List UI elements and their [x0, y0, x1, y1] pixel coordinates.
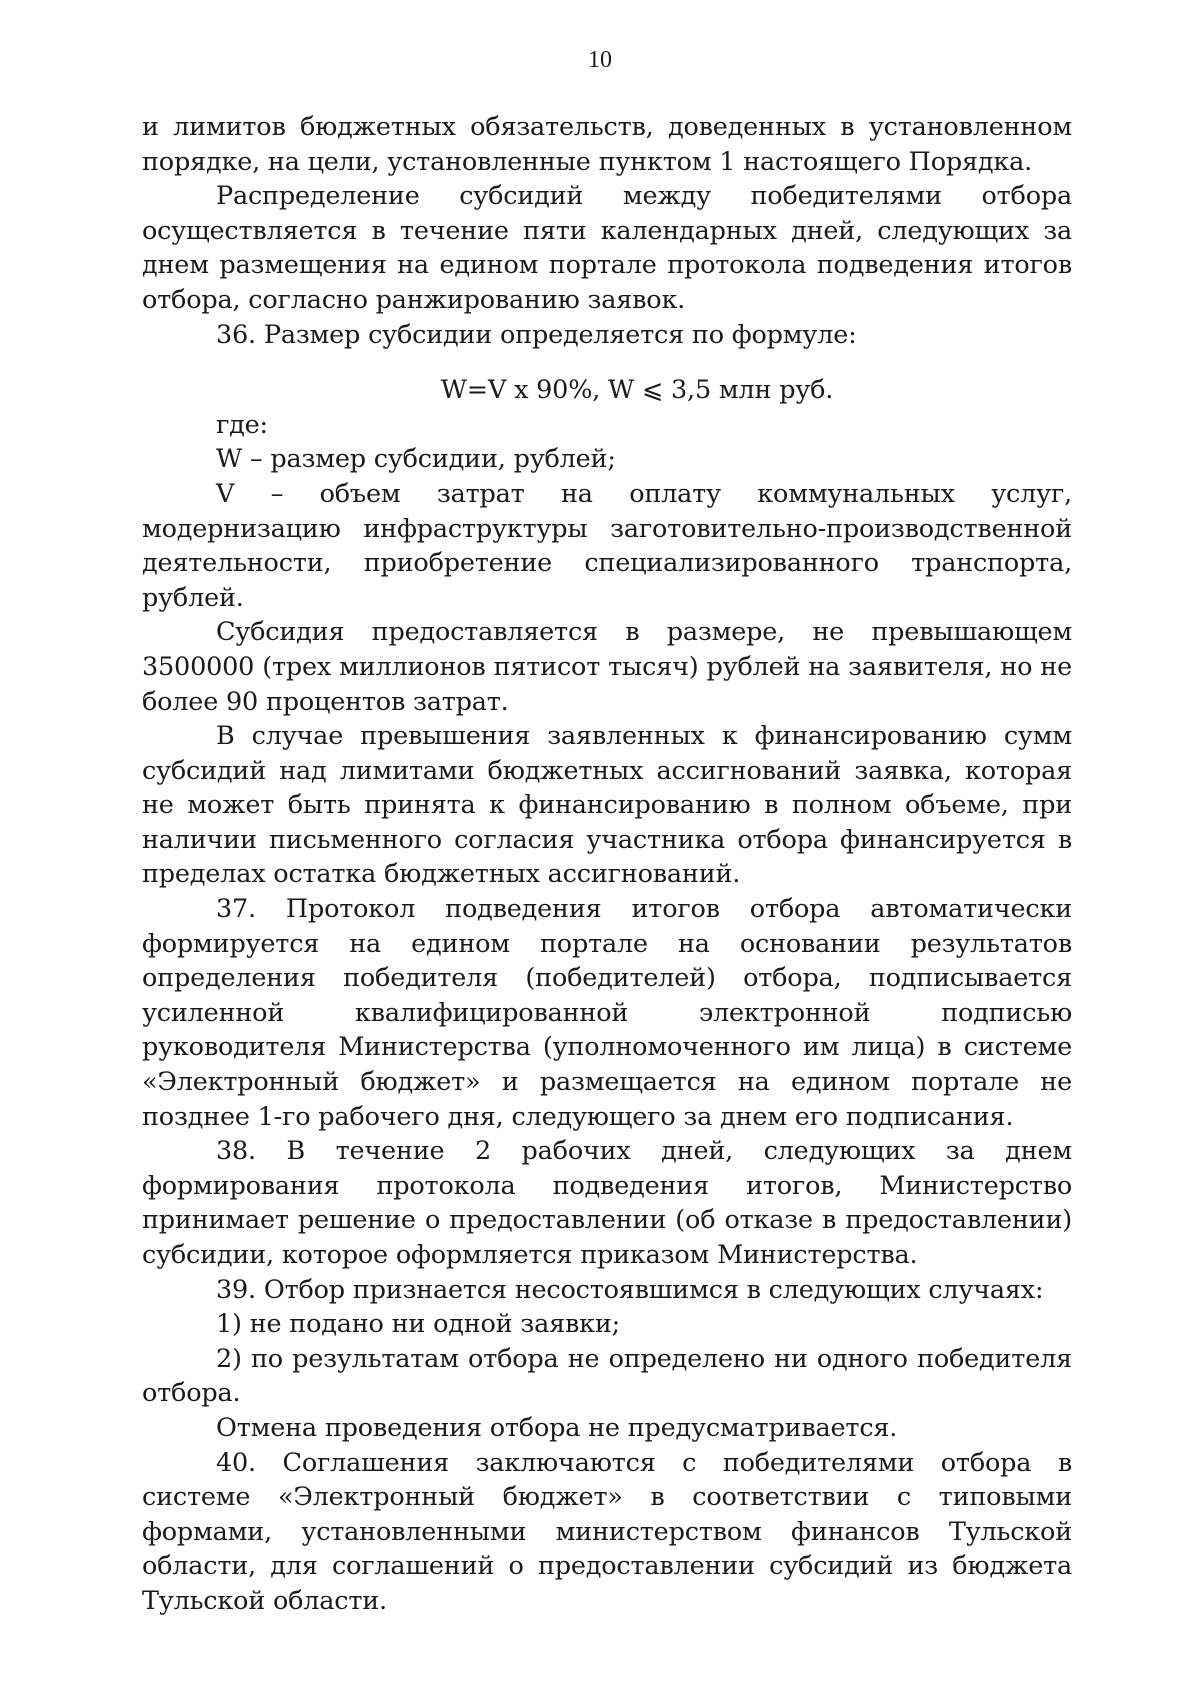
subsidy-formula: W=V x 90%, W ⩽ 3,5 млн руб.: [440, 375, 834, 406]
paragraph-continuation: и лимитов бюджетных обязательств, доведенных в установленном порядке, на цели, установленные пунктом 1 настоящего Порядка.: [142, 112, 1072, 177]
list-item-39-1: 1) не подано ни одной заявки;: [216, 1309, 621, 1340]
list-item-39-2: 2) по результатам отбора не определено ни одного победителя отбора.: [142, 1343, 1072, 1409]
formula-where: где:: [216, 409, 268, 440]
paragraph-40: 40. Соглашения заключаются с победителями отбора в системе «Электронный бюджет» в соответствии с типовыми формами, установленными министерством финансов Тульской области, для соглашений о предоставлении субсидий из бюджета Тульской области.: [142, 1447, 1072, 1616]
formula-v-definition: V – объем затрат на оплату коммунальных услуг, модернизацию инфраструктуры заготовительно-производственной деятельности, приобретение специализированного транспорта, рублей.: [142, 478, 1072, 613]
paragraph-cancellation: Отмена проведения отбора не предусматривается.: [216, 1412, 898, 1443]
page-number: 10: [588, 47, 612, 73]
paragraph-36: 36. Размер субсидии определяется по формуле:: [216, 319, 857, 350]
paragraph-39: 39. Отбор признается несостоявшимся в следующих случаях:: [216, 1274, 1044, 1305]
paragraph-excess: В случае превышения заявленных к финансированию сумм субсидий над лимитами бюджетных ассигнований заявка, которая не может быть принята к финансированию в полном объеме, при наличии письменного согласия участника отбора финансируется в пределах остатка бюджетных ассигнований.: [142, 721, 1072, 890]
document-body: [142, 110, 1072, 1619]
formula-w-definition: W – размер субсидии, рублей;: [216, 444, 616, 475]
paragraph-37: 37. Протокол подведения итогов отбора автоматически формируется на едином портале на основании результатов определения победителя (победителей) отбора, подписывается усиленной квалифицированной электронной подписью руководителя Министерства (уполномоченного им лица) в системе «Электронный бюджет» и размещается на едином портале не позднее 1-го рабочего дня, следующего за днем его подписания.: [142, 894, 1072, 1132]
paragraph-subsidy-limit: Субсидия предоставляется в размере, не превышающем 3500000 (трех миллионов пятисот тысяч) рублей на заявителя, но не более 90 процентов затрат.: [142, 617, 1072, 717]
paragraph-distribution: Распределение субсидий между победителями отбора осуществляется в течение пяти календарных дней, следующих за днем размещения на едином портале протокола подведения итогов отбора, согласно ранжированию заявок.: [142, 181, 1072, 315]
paragraph-38: 38. В течение 2 рабочих дней, следующих за днем формирования протокола подведения итогов, Министерство принимает решение о предоставлении (об отказе в предоставлении) субсидии, которое оформляется приказом Министерства.: [142, 1136, 1072, 1270]
